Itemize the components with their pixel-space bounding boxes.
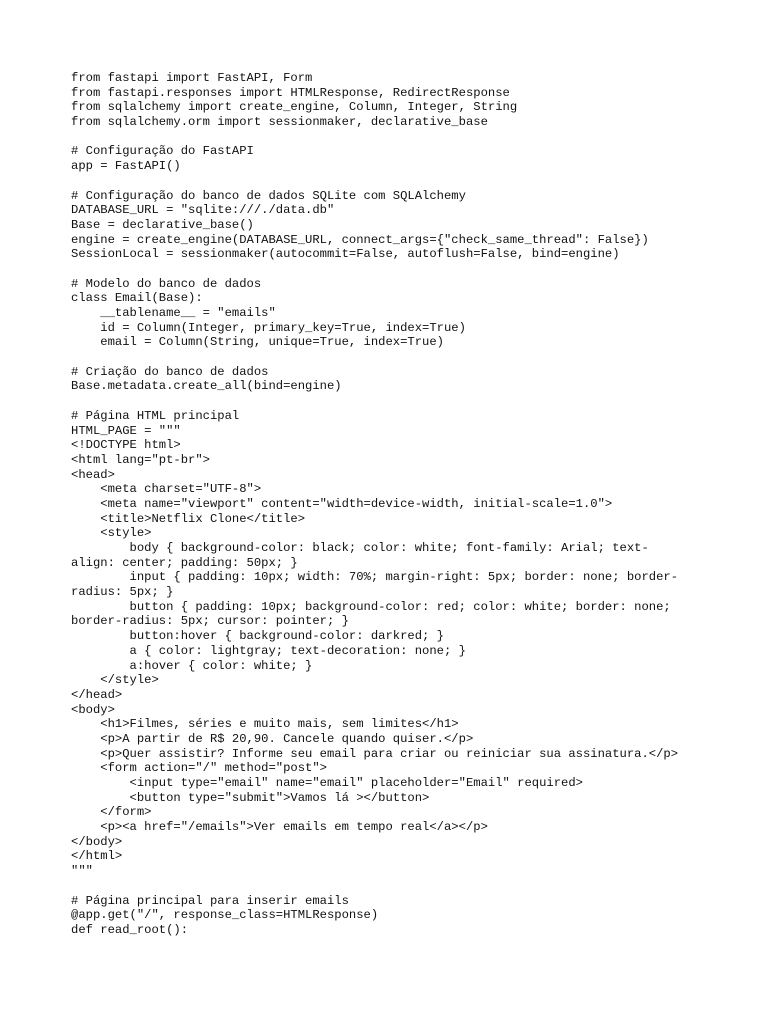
code-line: class Email(Base): [71,291,203,306]
code-line: <title>Netflix Clone</title> [71,511,306,526]
code-line: # Configuração do FastAPI [71,144,254,159]
code-line: <meta charset="UTF-8"> [71,482,262,497]
code-line: <input type="email" name="email" placeholder="Email" required> [71,776,583,790]
code-line: align: center; padding: 50px; } [71,555,298,570]
code-line [71,130,711,145]
code-line: <style> [71,526,152,541]
code-line: <form action="/" method="post"> [71,761,327,776]
code-line: # Página principal para inserir emails [71,893,349,908]
code-line: # Página HTML principal [71,408,240,423]
code-line: from sqlalchemy.orm import sessionmaker, declarative_base [71,115,488,130]
code-line: Base.metadata.create_all(bind=engine) [71,379,342,394]
code-line: email = Column(String, unique=True, index=True) [71,335,444,350]
code-line: __tablename__ = "emails" [71,306,276,320]
code-line: # Modelo do banco de dados [71,276,262,291]
code-line: </body> [71,834,123,849]
document-page [71,71,711,938]
code-line: from fastapi.responses import HTMLResponse, RedirectResponse [71,85,510,100]
code-line: app = FastAPI() [71,159,181,174]
code-line: </style> [71,673,159,688]
code-line: # Criação do banco de dados [71,364,269,379]
code-line: body { background-color: black; color: white; font-family: Arial; text- [71,541,649,555]
code-line: <head> [71,467,115,482]
code-line: </html> [71,849,123,864]
code-line: <h1>Filmes, séries e muito mais, sem limites</h1> [71,717,459,732]
code-line: <button type="submit">Vamos lá ></button> [71,790,430,805]
code-line [71,879,711,894]
code-line [71,262,711,277]
code-line: # Configuração do banco de dados SQLite com SQLAlchemy [71,188,466,203]
code-line: input { padding: 10px; width: 70%; margin-right: 5px; border: none; border- [71,570,679,585]
code-line: Base = declarative_base() [71,217,254,232]
code-line: engine = create_engine(DATABASE_URL, connect_args={"check_same_thread": False}) [71,232,649,247]
code-line: <body> [71,702,115,717]
code-line: <p>A partir de R$ 20,90. Cancele quando quiser.</p> [71,731,474,746]
code-line: <!DOCTYPE html> [71,438,181,453]
code-line: <p>Quer assistir? Informe seu email para criar ou reiniciar sua assinatura.</p> [71,746,679,761]
code-line: HTML_PAGE = """ [71,423,181,438]
code-line [71,174,711,189]
code-line: SessionLocal = sessionmaker(autocommit=False, autoflush=False, bind=engine) [71,247,620,262]
code-line: button:hover { background-color: darkred; } [71,629,444,644]
code-line: border-radius: 5px; cursor: pointer; } [71,614,349,629]
code-line: @app.get("/", response_class=HTMLResponse) [71,908,379,923]
code-line: from fastapi import FastAPI, Form [71,71,313,85]
code-line: a:hover { color: white; } [71,658,313,673]
code-line: a { color: lightgray; text-decoration: none; } [71,643,466,658]
code-line: </form> [71,805,152,820]
code-line: <meta name="viewport" content="width=device-width, initial-scale=1.0"> [71,496,613,511]
code-line: id = Column(Integer, primary_key=True, index=True) [71,320,466,335]
code-line: <p><a href="/emails">Ver emails em tempo real</a></p> [71,820,488,835]
code-line: def read_root(): [71,922,189,937]
code-line: """ [71,864,93,879]
code-line: radius: 5px; } [71,585,174,600]
code-line [71,394,711,409]
code-line: DATABASE_URL = "sqlite:///./data.db" [71,203,335,218]
code-line: </head> [71,687,123,702]
code-line: <html lang="pt-br"> [71,452,210,467]
code-line: from sqlalchemy import create_engine, Column, Integer, String [71,100,518,115]
code-line [71,350,711,365]
code-line: button { padding: 10px; background-color: red; color: white; border: none; [71,599,671,614]
